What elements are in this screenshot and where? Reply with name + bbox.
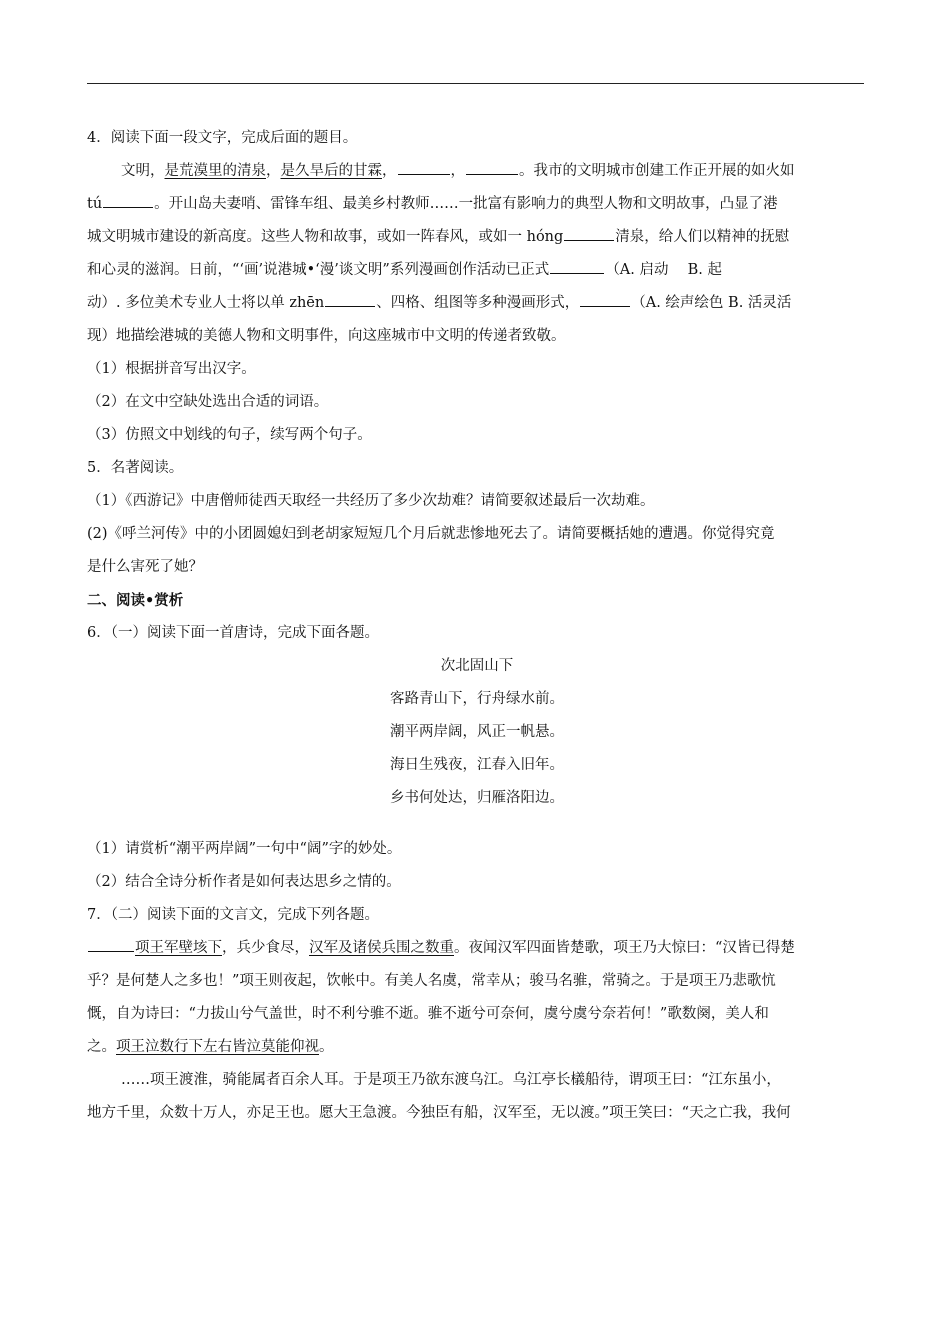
q4-sub-3: （3）仿照文中划线的句子，续写两个句子。	[87, 427, 372, 443]
q5-sub-2-cont: 是什么害死了她？	[87, 559, 203, 575]
q4-para-line-5	[87, 287, 867, 320]
text: 清泉，给人们以精神的抚慰	[615, 229, 790, 245]
text: 城文明城市建设的新高度。这些人物和故事，或如一阵春风，或如一 hóng	[87, 229, 564, 245]
text: ，	[382, 163, 397, 179]
text: 之。	[87, 1039, 116, 1055]
poem-title: 次北固山下	[440, 658, 514, 674]
text: 。	[319, 1039, 334, 1055]
poem-line: 海日生残夜，江春入旧年。	[390, 757, 564, 773]
answer-blank	[325, 292, 375, 307]
text: ，兵少食尽，	[222, 940, 309, 956]
text: 、四格、组图等多种漫画形式，	[376, 295, 580, 311]
q4-heading: 4．阅读下面一段文字，完成后面的题目。	[87, 130, 358, 146]
answer-blank	[580, 292, 630, 307]
q7-text-line-4	[87, 1031, 867, 1064]
answer-blank	[550, 259, 604, 274]
q7-text-line-1	[87, 932, 867, 965]
q4-para-line-4	[87, 254, 867, 287]
q4-para-line-1	[87, 155, 867, 188]
q5-sub-2: (2)《呼兰河传》中的小团圆媳妇到老胡家短短几个月后就悲惨地死去了。请简要概括她的遭遇。你觉得究竟	[87, 526, 775, 542]
underlined-phrase-1: 是荒漠里的清泉	[164, 163, 266, 179]
q4-para-line-2	[87, 188, 867, 221]
text: 。夜闻汉军四面皆楚歌，项王乃大惊曰：“汉皆已得楚	[454, 940, 795, 956]
q7-text-line-2: 乎？是何楚人之多也！”项王则夜起，饮帐中。有美人名虞，常幸从；骏马名骓，常骑之。于是项王乃悲歌忼	[87, 973, 776, 989]
header-rule	[87, 83, 864, 84]
q7-text-line-5: ……项王渡淮，骑能属者百余人耳。于是项王乃欲东渡乌江。乌江亭长檥船待，谓项王曰：“江东虽小，	[121, 1072, 781, 1088]
underlined-phrase-1: 项王军壁垓下	[135, 940, 222, 956]
text: 。我市的文明城市创建工作正开展的如火如	[519, 163, 795, 179]
q4-sub-1: （1）根据拼音写出汉字。	[87, 361, 256, 377]
section-title: 二、阅读•赏析	[87, 592, 184, 609]
q4-sub-2: （2）在文中空缺处选出合适的词语。	[87, 394, 329, 410]
q7-text-line-3: 慨，自为诗曰：“力拔山兮气盖世，时不利兮骓不逝。骓不逝兮可奈何，虞兮虞兮奈若何！”歌数阕，美人和	[87, 1006, 769, 1022]
options: （A. 启动 B. 起	[605, 262, 722, 278]
q7-text-line-6: 地方千里，众数十万人，亦足王也。愿大王急渡。今独臣有船，汉军至，无以渡。”项王笑曰：“天之亡我，我何	[87, 1105, 791, 1121]
poem-line: 潮平两岸阔，风正一帆悬。	[390, 724, 564, 740]
pinyin: tú	[87, 196, 103, 212]
poem-line: 客路青山下，行舟绿水前。	[390, 691, 564, 707]
answer-blank	[564, 226, 614, 241]
options: （A. 绘声绘色 B. 活灵活	[631, 295, 792, 311]
q5-heading: 5．名著阅读。	[87, 460, 184, 476]
text: 和心灵的滋润。日前，“‘画’说港城•‘漫’谈文明”系列漫画创作活动已正式	[87, 262, 550, 278]
text: 。开山岛夫妻哨、雷锋车组、最美乡村教师……一批富有影响力的典型人物和文明故事，凸显了港	[154, 196, 778, 212]
q5-sub-1: （1）《西游记》中唐僧师徒西天取经一共经历了多少次劫难？请简要叙述最后一次劫难。	[87, 493, 655, 509]
text: ，	[450, 163, 465, 179]
document-body	[87, 122, 867, 1130]
underlined-phrase-2: 汉军及诸侯兵围之数重	[309, 940, 454, 956]
text: 文明，	[121, 163, 165, 179]
q4-para-line-3	[87, 221, 867, 254]
q6-sub-2: （2）结合全诗分析作者是如何表达思乡之情的。	[87, 874, 401, 890]
underlined-phrase-3: 项王泣数行下左右皆泣莫能仰视	[116, 1039, 319, 1055]
q6-heading: 6．（一）阅读下面一首唐诗，完成下面各题。	[87, 625, 379, 641]
text: ，	[266, 163, 281, 179]
poem-line: 乡书何处达，归雁洛阳边。	[390, 790, 564, 806]
q6-sub-1: （1）请赏析“潮平两岸阔”一句中“阔”字的妙处。	[87, 841, 402, 857]
q4-para-line-6: 现）地描绘港城的美德人物和文明事件，向这座城市中文明的传递者致敬。	[87, 328, 566, 344]
answer-blank	[398, 160, 450, 175]
answer-blank	[103, 193, 153, 208]
spacer	[87, 815, 867, 833]
indent-underline	[88, 937, 134, 952]
answer-blank	[466, 160, 518, 175]
underlined-phrase-2: 是久旱后的甘霖	[280, 163, 382, 179]
q7-heading: 7．（二）阅读下面的文言文，完成下列各题。	[87, 907, 379, 923]
text: 动）. 多位美术专业人士将以单 zhēn	[87, 295, 325, 311]
